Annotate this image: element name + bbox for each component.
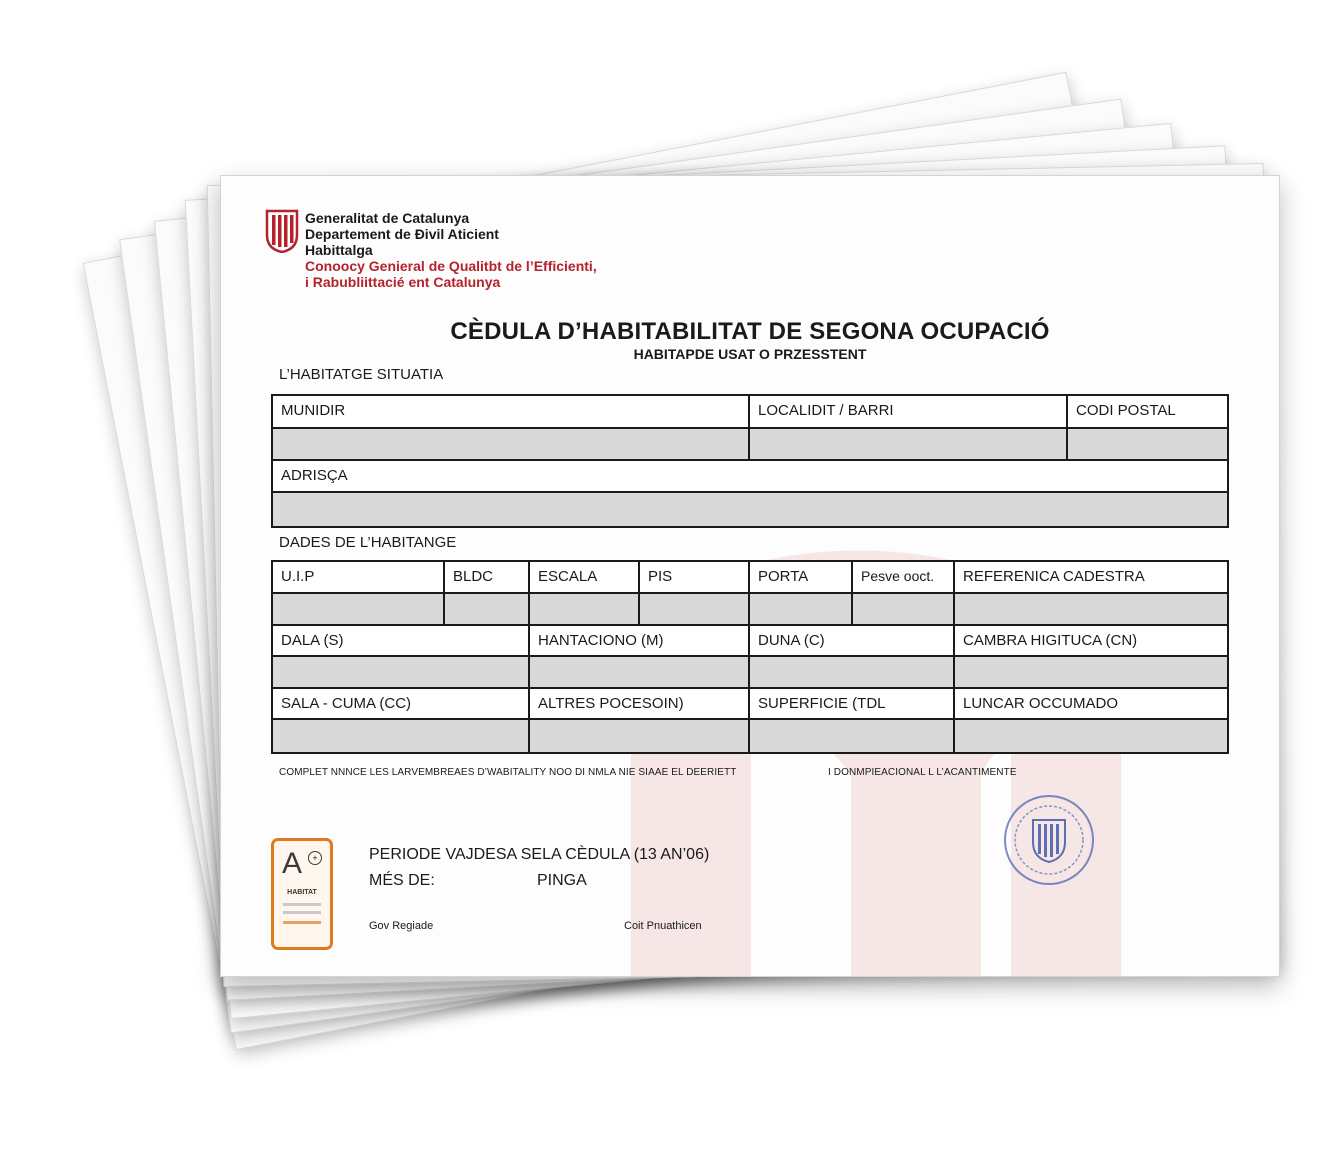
badge-line	[283, 903, 321, 906]
signature-left-label: Gov Regiade	[369, 920, 434, 932]
bloc-field[interactable]	[445, 594, 530, 626]
uip-field[interactable]	[273, 594, 445, 626]
agency-line: i Rabubliittacié ent Catalunya	[305, 274, 501, 290]
cuina-field[interactable]	[750, 657, 955, 689]
altres-field[interactable]	[530, 720, 750, 752]
localitat-label: LOCALIDIT / BARRI	[750, 396, 1068, 429]
escala-label: ESCALA	[530, 562, 640, 594]
porta-label: PORTA	[750, 562, 853, 594]
month-value: PINGA	[537, 872, 587, 889]
superficie-label: SUPERFICIE (TDL	[750, 689, 955, 720]
superficie-field[interactable]	[750, 720, 955, 752]
badge-circle-icon: +	[308, 851, 322, 865]
agency-line: Departement de Ðivil Aticient	[305, 226, 499, 242]
lloc-field[interactable]	[955, 720, 1227, 752]
referencia-cadastral-field[interactable]	[955, 594, 1227, 626]
sala-cuina-label: SALA - CUMA (CC)	[273, 689, 530, 720]
document-page	[220, 175, 1280, 977]
cambra-higienica-label: CAMBRA HIGITUCA (CN)	[955, 626, 1227, 657]
month-label: MÉS DE:	[369, 872, 435, 889]
localitat-field[interactable]	[750, 429, 1068, 461]
pesve-label: Pesve ooct.	[853, 562, 955, 594]
footnote-right: I DONMPIEACIONAL L L’ACANTIMENTE	[828, 767, 1017, 778]
municipi-label: MUNIDIR	[273, 396, 750, 429]
dwelling-form	[271, 560, 1229, 754]
official-stamp-icon	[1001, 792, 1097, 888]
agency-header	[305, 210, 597, 290]
pis-field[interactable]	[640, 594, 750, 626]
municipi-field[interactable]	[273, 429, 750, 461]
porta-field[interactable]	[750, 594, 853, 626]
referencia-cadastral-label: REFERENICA CADESTRA	[955, 562, 1227, 594]
codi-postal-label: CODI POSTAL	[1068, 396, 1227, 429]
footnote-left: COMPLET NNNCE LES LARVEMBREAES D’WABITALITY NOO DI NMLA NIE SIAAE EL DEERIETT	[279, 767, 737, 778]
cambra-higienica-field[interactable]	[955, 657, 1227, 689]
badge-line	[283, 911, 321, 914]
section-heading: L’HABITATGE SITUATIA	[279, 366, 444, 383]
altres-label: ALTRES POCESOIN)	[530, 689, 750, 720]
bloc-label: BLDC	[445, 562, 530, 594]
generalitat-logo-icon	[265, 209, 299, 253]
location-form	[271, 394, 1229, 528]
habitacions-field[interactable]	[530, 657, 750, 689]
badge-label: HABITAT	[287, 889, 317, 896]
sala-cuina-field[interactable]	[273, 720, 530, 752]
uip-label: U.I.P	[273, 562, 445, 594]
adreca-label: ADRISÇA	[273, 461, 1227, 493]
adreca-field[interactable]	[273, 493, 1227, 526]
escala-field[interactable]	[530, 594, 640, 626]
agency-line: Conoocy Genieral de Qualitbt de l’Efficienti,	[305, 258, 597, 274]
pis-label: PIS	[640, 562, 750, 594]
badge-line	[283, 921, 321, 924]
sala-field[interactable]	[273, 657, 530, 689]
signature-right-label: Coit Pnuathicen	[624, 920, 702, 932]
validity-period: PERIODE VAJDESA SELA CÈDULA (13 AN’06)	[369, 846, 710, 863]
codi-postal-field[interactable]	[1068, 429, 1227, 461]
sala-label: DALA (S)	[273, 626, 530, 657]
cuina-label: DUNA (C)	[750, 626, 955, 657]
habitacions-label: HANTACIONO (M)	[530, 626, 750, 657]
lloc-label: LUNCAR OCCUMADO	[955, 689, 1227, 720]
document-title: CÈDULA D’HABITABILITAT DE SEGONA OCUPACIÓ	[450, 318, 1050, 345]
agency-line: Generalitat de Catalunya	[305, 210, 470, 226]
pesve-field[interactable]	[853, 594, 955, 626]
badge-letter: A	[282, 847, 303, 880]
document-subtitle: HABITAPDE USAT O PRZESSTENT	[633, 346, 867, 362]
agency-line: Habittalga	[305, 242, 373, 258]
section-heading: DADES DE L’HABITANGE	[279, 534, 457, 551]
habitat-badge	[271, 838, 333, 950]
